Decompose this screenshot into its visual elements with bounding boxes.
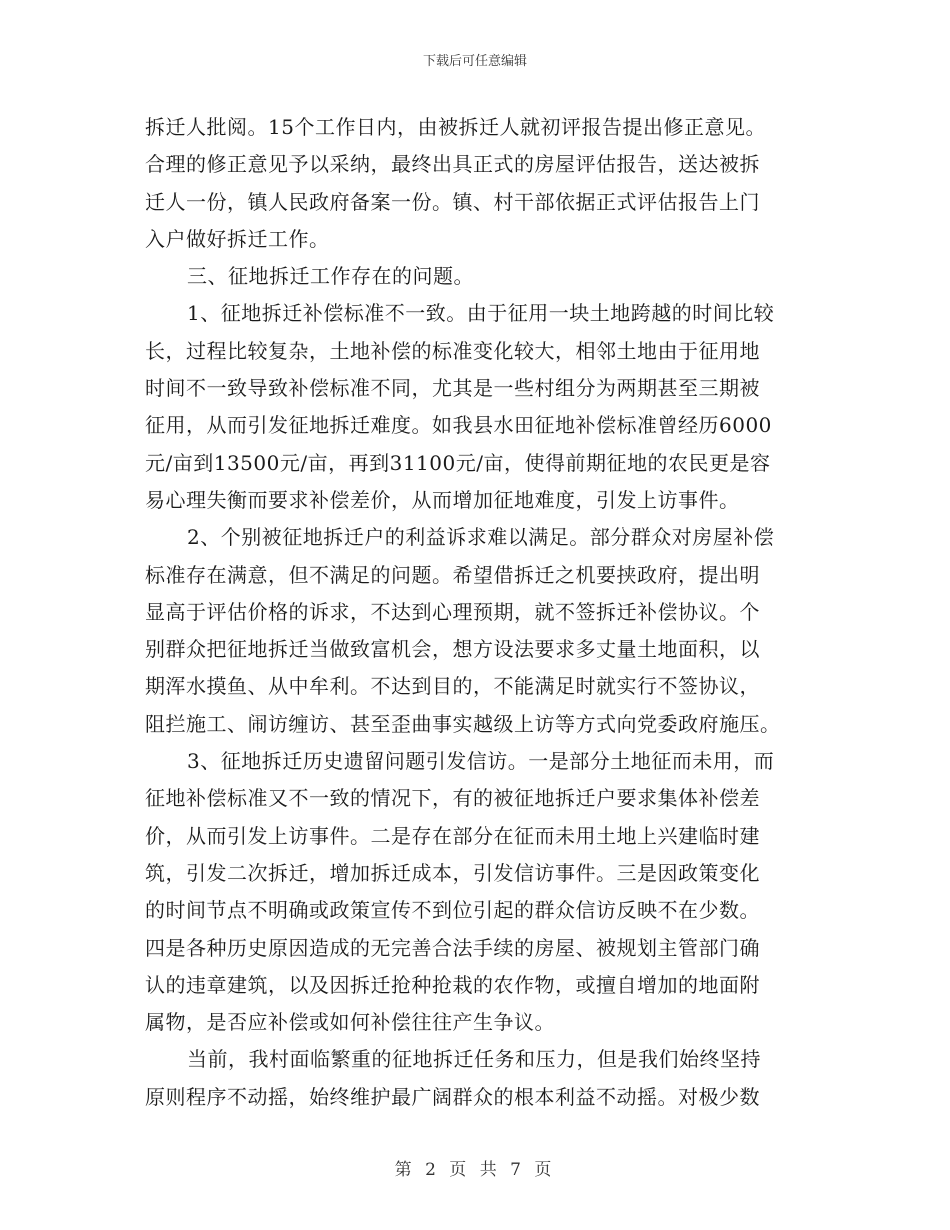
text-line: 期浑水摸鱼、从中牟利。不达到目的，不能满足时就实行不签协议， bbox=[145, 674, 760, 699]
text-line: 的时间节点不明确或政策宣传不到位引起的群众信访反映不在少数。 bbox=[145, 898, 760, 923]
text-line: 认的违章建筑，以及因拆迁抢种抢栽的农作物，或擅自增加的地面附 bbox=[145, 972, 760, 997]
page-footer: 第 2 页 共 7 页 bbox=[394, 1160, 556, 1180]
text-line: 长，过程比较复杂，土地补偿的标准变化较大，相邻土地由于征用地 bbox=[145, 338, 760, 363]
text-line: 拆迁人批阅。15个工作日内，由被拆迁人就初评报告提出修正意见。 bbox=[145, 115, 766, 139]
text-line: 1、征地拆迁补偿标准不一致。由于征用一块土地跨越的时间比较 bbox=[187, 301, 775, 326]
section-heading: 三、征地拆迁工作存在的问题。 bbox=[187, 264, 474, 289]
text-line: 标准存在满意，但不满足的问题。希望借拆迁之机要挟政府，提出明 bbox=[145, 562, 760, 587]
text-line: 征地补偿标准又不一致的情况下，有的被征地拆迁户要求集体补偿差 bbox=[145, 786, 760, 811]
text-line: 显高于评估价格的诉求，不达到心理预期，就不签拆迁补偿协议。个 bbox=[145, 599, 760, 624]
text-line: 筑，引发二次拆迁，增加拆迁成本，引发信访事件。三是因政策变化 bbox=[145, 860, 760, 885]
text-line: 价，从而引发上访事件。二是存在部分在征而未用土地上兴建临时建 bbox=[145, 823, 760, 848]
text-line: 元/亩到13500元/亩，再到31100元/亩，使得前期征地的农民更是容 bbox=[145, 450, 771, 475]
text-line: 合理的修正意见予以采纳，最终出具正式的房屋评估报告，送达被拆 bbox=[145, 152, 760, 177]
text-line: 易心理失衡而要求补偿差价，从而增加征地难度，引发上访事件。 bbox=[145, 487, 740, 512]
text-line: 时间不一致导致补偿标准不同，尤其是一些村组分为两期甚至三期被 bbox=[145, 376, 760, 401]
page-header: 下载后可任意编辑 bbox=[422, 54, 527, 69]
text-line: 别群众把征地拆迁当做致富机会，想方设法要求多丈量土地面积，以 bbox=[145, 637, 760, 662]
text-line: 征用，从而引发征地拆迁难度。如我县水田征地补偿标准曾经历6000 bbox=[145, 413, 772, 438]
text-line: 阻拦施工、闹访缠访、甚至歪曲事实越级上访等方式向党委政府施压。 bbox=[145, 711, 781, 736]
text-line: 四是各种历史原因造成的无完善合法手续的房屋、被规划主管部门确 bbox=[145, 935, 760, 960]
text-line: 3、征地拆迁历史遗留问题引发信访。一是部分土地征而未用，而 bbox=[187, 749, 775, 774]
text-line: 属物，是否应补偿或如何补偿往往产生争议。 bbox=[145, 1010, 555, 1035]
text-line: 当前，我村面临繁重的征地拆迁任务和压力，但是我们始终坚持 bbox=[187, 1047, 761, 1072]
text-line: 2、个别被征地拆迁户的利益诉求难以满足。部分群众对房屋补偿 bbox=[187, 525, 775, 550]
text-line: 入户做好拆迁工作。 bbox=[145, 226, 330, 251]
document-body bbox=[145, 109, 805, 1116]
text-line: 原则程序不动摇，始终维护最广阔群众的根本利益不动摇。对极少数 bbox=[145, 1084, 760, 1109]
text-line: 迁人一份，镇人民政府备案一份。镇、村干部依据正式评估报告上门 bbox=[145, 189, 760, 214]
